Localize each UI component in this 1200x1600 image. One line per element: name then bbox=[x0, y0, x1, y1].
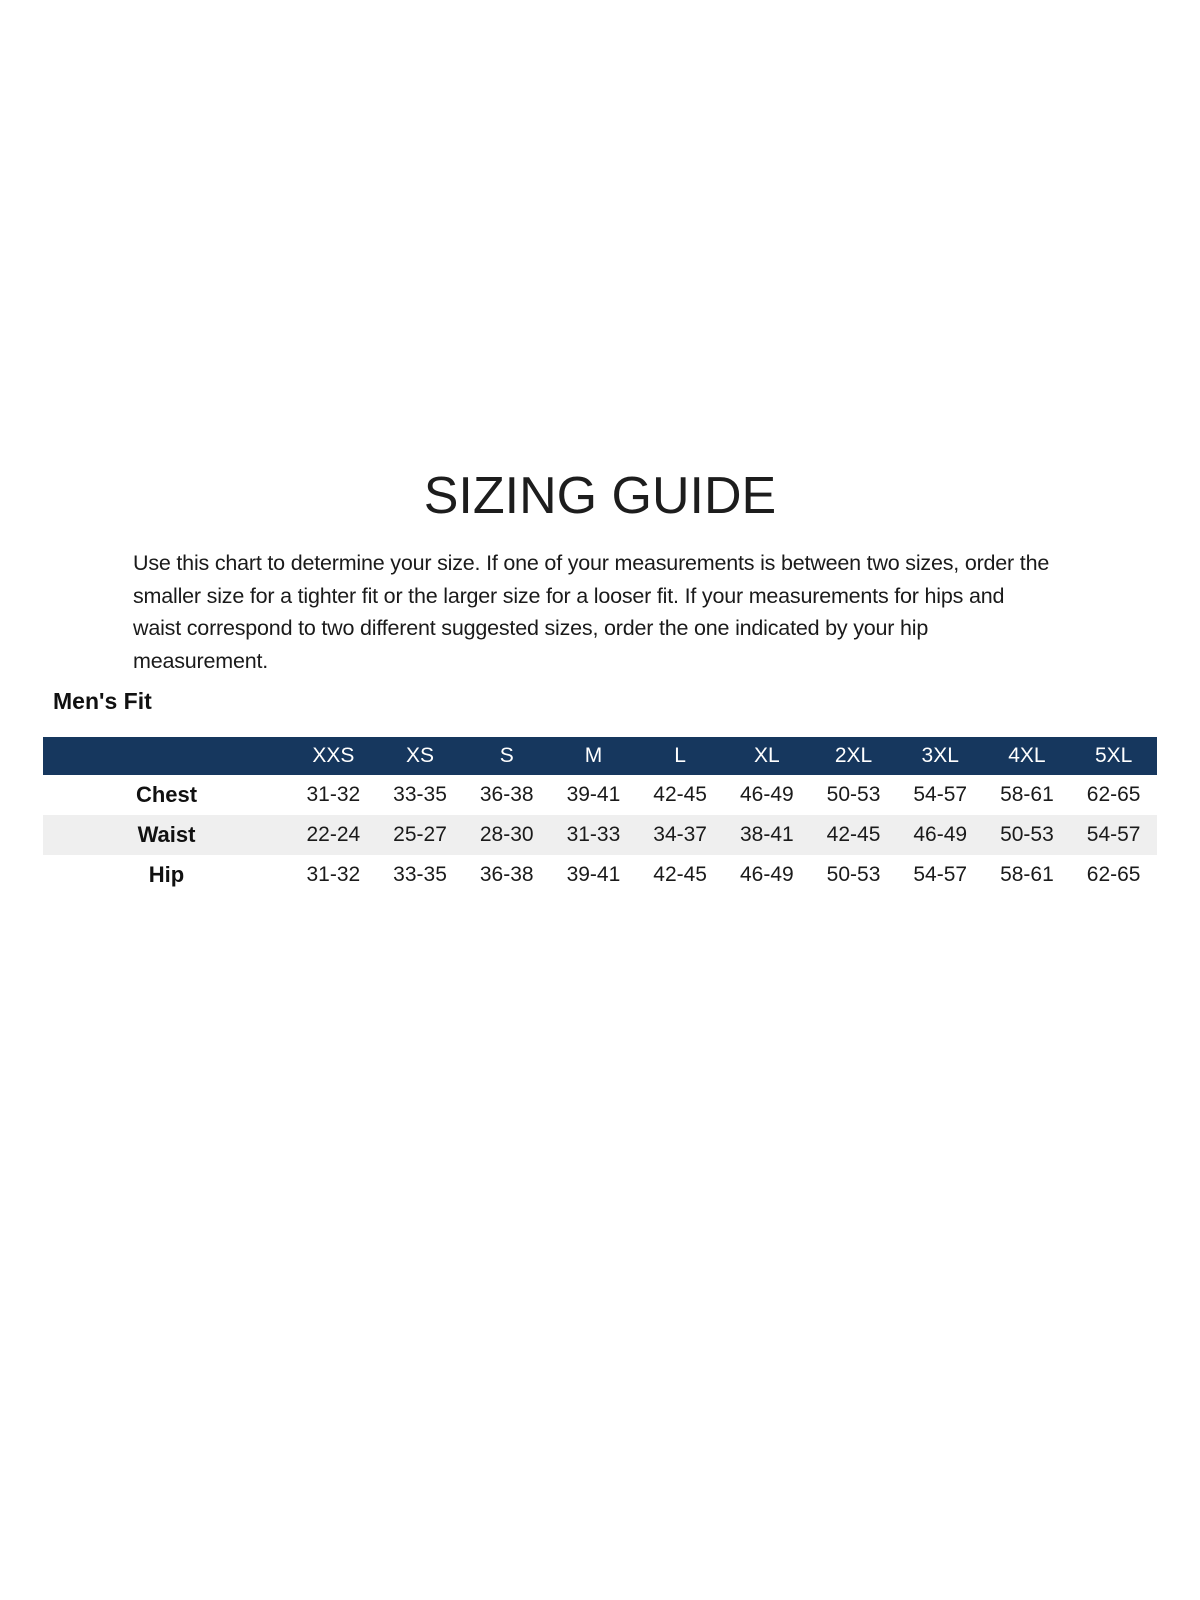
size-cell: 46-49 bbox=[739, 783, 794, 806]
size-column-header-l: L bbox=[674, 744, 686, 767]
size-cell: 36-38 bbox=[479, 783, 534, 806]
size-column-header-3xl: 3XL bbox=[921, 744, 959, 767]
size-cell: 58-61 bbox=[1000, 783, 1054, 806]
size-column-header-5xl: 5XL bbox=[1094, 744, 1133, 767]
size-cell: 36-38 bbox=[479, 863, 534, 886]
size-cell: 31-33 bbox=[566, 823, 621, 846]
size-cell: 39-41 bbox=[566, 783, 621, 806]
size-cell: 31-32 bbox=[306, 863, 361, 886]
size-cell: 54-57 bbox=[913, 783, 968, 806]
size-cell: 25-27 bbox=[393, 823, 447, 846]
row-label: Hip bbox=[148, 862, 185, 887]
size-cell: 39-41 bbox=[566, 863, 621, 886]
size-column-header-m: M bbox=[584, 744, 603, 767]
size-cell: 42-45 bbox=[826, 823, 881, 846]
size-column-header-4xl: 4XL bbox=[1008, 744, 1046, 767]
size-cell: 62-65 bbox=[1086, 863, 1141, 886]
row-label: Chest bbox=[135, 782, 198, 807]
size-table-body bbox=[43, 775, 1157, 895]
size-column-header-xxs: XXS bbox=[312, 744, 355, 767]
size-cell: 54-57 bbox=[1086, 823, 1141, 846]
page-title: SIZING GUIDE bbox=[423, 467, 777, 525]
size-cell: 28-30 bbox=[479, 823, 534, 846]
section-label-mens-fit: Men's Fit bbox=[53, 688, 152, 714]
size-cell: 50-53 bbox=[1000, 823, 1054, 846]
size-column-header-xl: XL bbox=[753, 744, 780, 767]
size-column-header-xs: XS bbox=[406, 744, 435, 767]
table-row-chest bbox=[43, 775, 1157, 815]
size-column-header-2xl: 2XL bbox=[834, 744, 873, 767]
size-column-header-s: S bbox=[499, 744, 514, 767]
size-cell: 31-32 bbox=[306, 783, 361, 806]
size-cell: 33-35 bbox=[393, 863, 447, 886]
size-cell: 33-35 bbox=[393, 783, 447, 806]
size-cell: 38-41 bbox=[739, 823, 794, 846]
size-cell: 22-24 bbox=[306, 823, 361, 846]
table-row-hip bbox=[43, 855, 1157, 895]
row-label: Waist bbox=[137, 822, 196, 847]
size-cell: 46-49 bbox=[913, 823, 968, 846]
size-cell: 62-65 bbox=[1086, 783, 1141, 806]
size-cell: 54-57 bbox=[913, 863, 968, 886]
size-table bbox=[43, 737, 1157, 895]
size-cell: 46-49 bbox=[739, 863, 794, 886]
size-cell: 42-45 bbox=[653, 863, 707, 886]
table-row-waist bbox=[43, 815, 1157, 855]
intro-paragraph: Use this chart to determine your size. If one of your measurements is between two sizes, order the smaller size for a tighter fit or the larger size for a looser fit. If your measurements for hips and waist correspond to two different suggested sizes, order the one indicated by your hip measurement. bbox=[133, 551, 1050, 673]
size-cell: 42-45 bbox=[653, 783, 707, 806]
size-cell: 50-53 bbox=[826, 863, 881, 886]
size-table-header-row bbox=[43, 737, 1157, 775]
size-cell: 50-53 bbox=[826, 783, 881, 806]
size-cell: 34-37 bbox=[653, 823, 707, 846]
size-cell: 58-61 bbox=[1000, 863, 1054, 886]
